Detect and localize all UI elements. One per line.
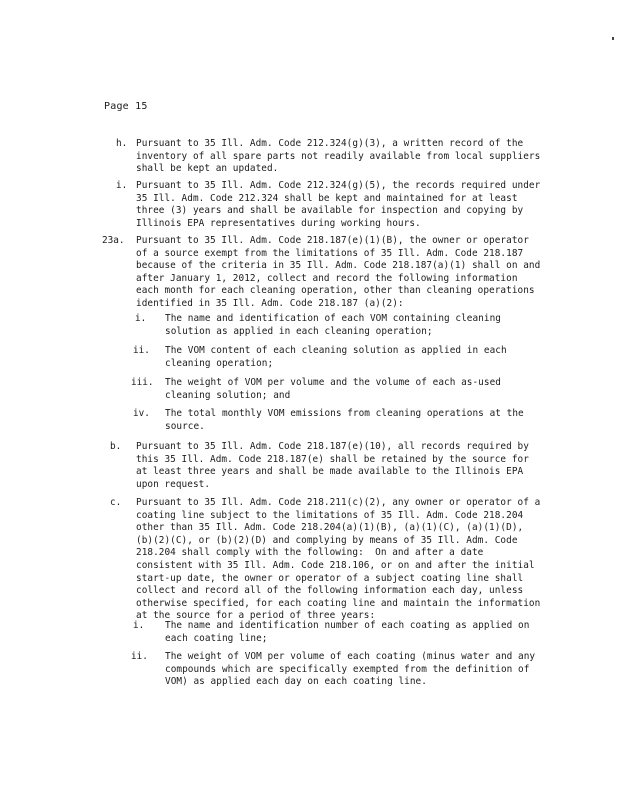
subitem-c-i: The name and identification number of each coating as applied on each coating line; xyxy=(165,620,530,644)
subitem-label-c-i: i. xyxy=(133,620,145,631)
subitem-label-c-ii: ii. xyxy=(131,651,148,662)
item-label-h: h. xyxy=(116,138,128,149)
scan-speck-mark xyxy=(612,37,614,40)
paragraph-b: Pursuant to 35 Ill. Adm. Code 218.187(e)(10), all records required by this 35 Ill. Adm. Code 218.187(e) shall be retained by the source for at least three years and shall be made available to the Illinois EPA upon request. xyxy=(136,441,529,490)
subitem-a-i: The name and identification of each VOM containing cleaning solution as applied in each cleaning operation; xyxy=(165,313,501,337)
page-number: Page 15 xyxy=(104,101,148,112)
paragraph-i: Pursuant to 35 Ill. Adm. Code 212.324(g)(5), the records required under 35 Ill. Adm. Code 212.324 shall be kept and maintained for at least three (3) years and shall be available for inspection and copying by Illinois EPA representatives during working hours. xyxy=(136,180,541,229)
paragraph-c: Pursuant to 35 Ill. Adm. Code 218.211(c)(2), any owner or operator of a coating line subject to the limitations of 35 Ill. Adm. Code 218.204 other than 35 Ill. Adm. Code 218.204(a)(1)(B), (a)(1)(C), (a)(1)(D), (b)(2)(C), or (b)(2)(D) and complying by means of 35 Ill. Adm. Code 218.204 shall comply with the following: On and after a date consistent with 35 Ill. Adm. Code 218.106, or on and after the initial start-up date, the owner or operator of a subject coating line shall collect and record all of the following information each day, unless otherwise specified, for each coating line and maintain the information at the source for a period of three years: xyxy=(136,497,541,622)
subitem-c-ii: The weight of VOM per volume of each coating (minus water and any compounds which are specifically exempted from the definition of VOM) as applied each day on each coating line. xyxy=(165,651,536,688)
subitem-a-ii: The VOM content of each cleaning solution as applied in each cleaning operation; xyxy=(165,345,507,369)
subitem-a-iv: The total monthly VOM emissions from cleaning operations at the source. xyxy=(165,408,524,432)
subitem-label-a-ii: ii. xyxy=(133,345,150,356)
item-label-i: i. xyxy=(116,180,128,191)
paragraph-h: Pursuant to 35 Ill. Adm. Code 212.324(g)(3), a written record of the inventory of all spare parts not readily available from local suppliers shall be kept an updated. xyxy=(136,138,541,175)
subitem-label-a-i: i. xyxy=(135,313,147,324)
item-label-23a: 23a. xyxy=(102,235,125,246)
subitem-a-iii: The weight of VOM per volume and the volume of each as-used cleaning solution; and xyxy=(165,377,501,401)
item-label-b: b. xyxy=(110,441,122,452)
subitem-label-a-iv: iv. xyxy=(133,408,150,419)
item-label-c: c. xyxy=(110,497,122,508)
paragraph-23a: Pursuant to 35 Ill. Adm. Code 218.187(e)(1)(B), the owner or operator of a source exempt from the limitations of 35 Ill. Adm. Code 218.187 because of the criteria in 35 Ill. Adm. Code 218.187(a)(1) shall on and after January 1, 2012, collect and record the following information each month for each cleaning operation, other than cleaning operations identified in 35 Ill. Adm. Code 218.187 (a)(2): xyxy=(136,235,541,309)
subitem-label-a-iii: iii. xyxy=(131,377,154,388)
